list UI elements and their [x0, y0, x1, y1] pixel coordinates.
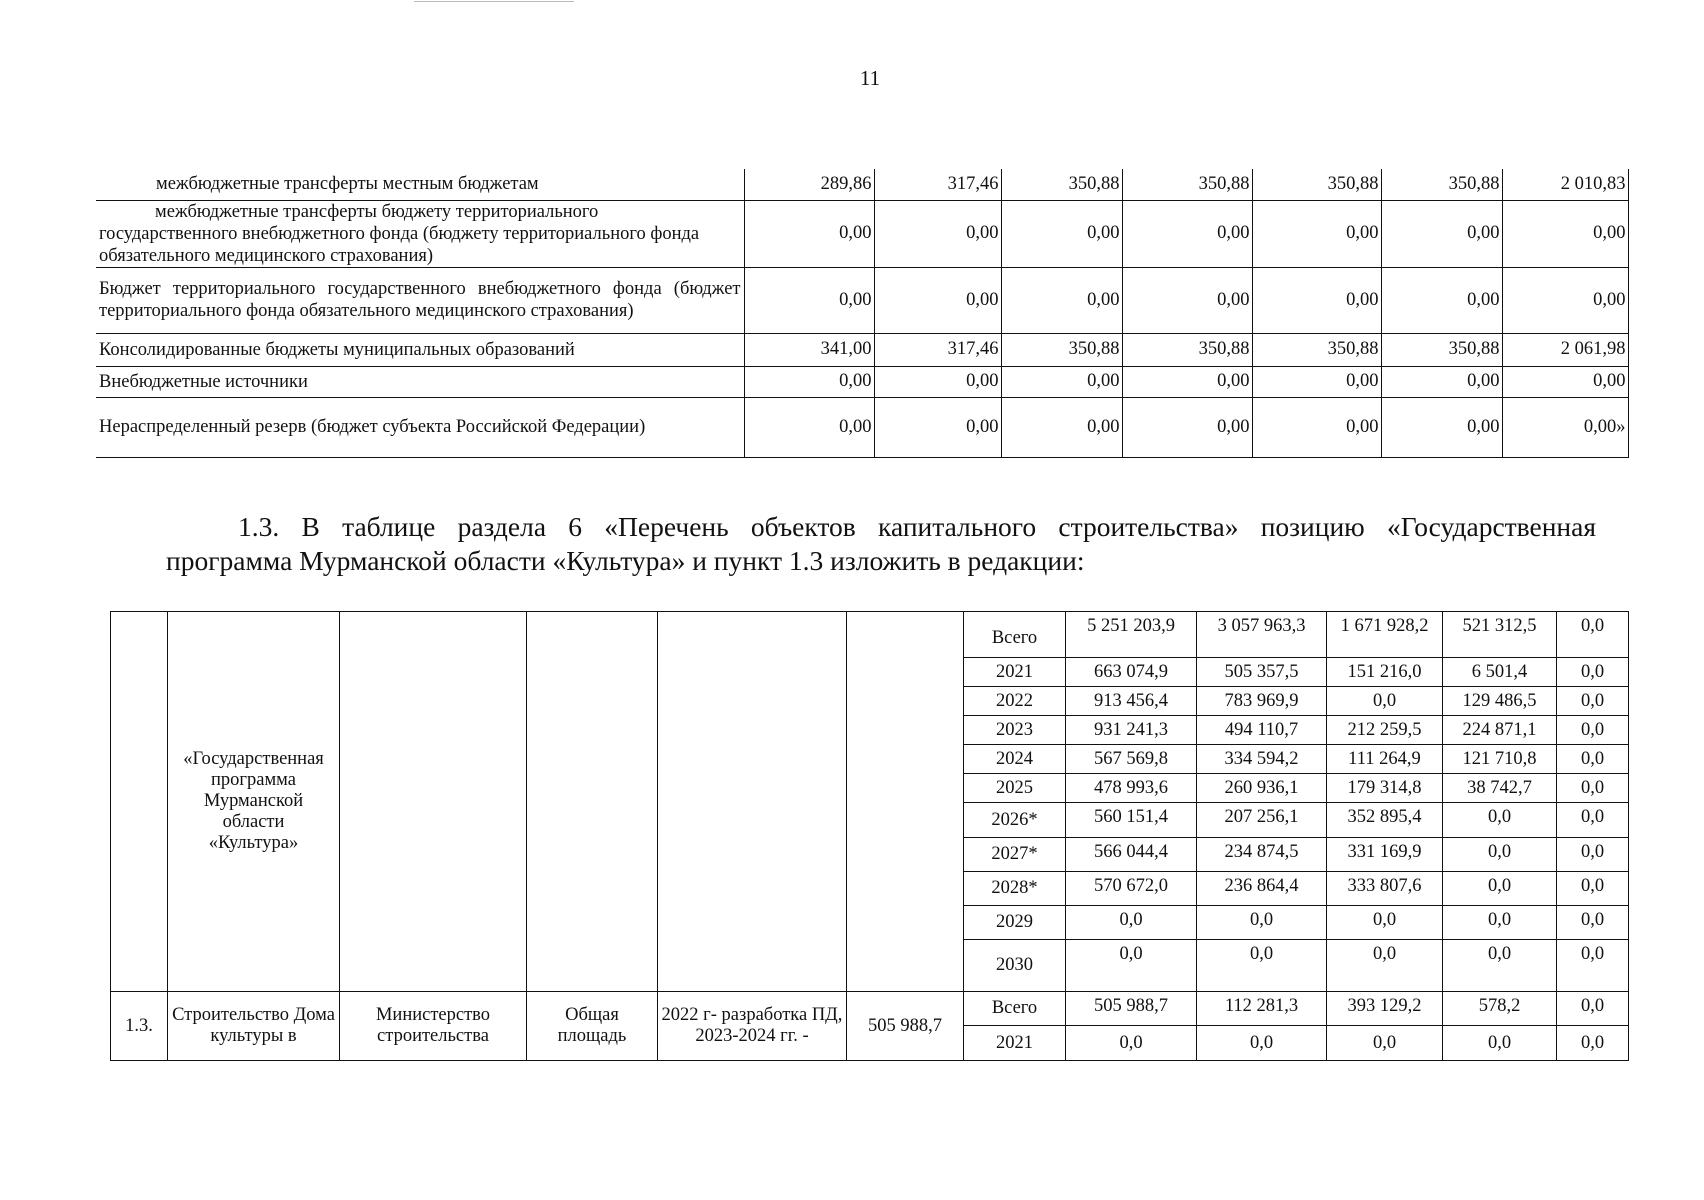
value-cell: 494 110,7 [1197, 716, 1327, 745]
value-cell: 352 895,4 [1327, 803, 1443, 838]
value-cell: 521 312,5 [1443, 612, 1557, 658]
capital-construction-table [110, 611, 1629, 1061]
value-cell: 0,0 [1197, 1026, 1327, 1061]
year-cell: 2026* [964, 803, 1066, 838]
stages: 2022 г- разработка ПД, 2023-2024 гг. - [658, 992, 847, 1061]
year-cell: 2021 [964, 658, 1066, 687]
value-cell: 0,0 [1557, 716, 1629, 745]
value-cell: 350,88 [1381, 169, 1502, 200]
value-cell: 663 074,9 [1066, 658, 1197, 687]
value-cell: 0,00 [1502, 366, 1628, 397]
value-cell: 0,00 [1502, 200, 1628, 267]
value-cell: 578,2 [1443, 992, 1557, 1026]
empty-cell [658, 612, 847, 992]
value-cell: 0,00 [1252, 397, 1381, 457]
value-cell: 560 151,4 [1066, 803, 1197, 838]
value-cell: 2 061,98 [1502, 333, 1628, 366]
year-cell: 2021 [964, 1026, 1066, 1061]
object-name: Строительство Дома культуры в [168, 992, 340, 1061]
value-cell: 0,00 [1381, 200, 1502, 267]
value-cell: 0,00 [1252, 366, 1381, 397]
table-row [96, 333, 1628, 366]
row-label: Консолидированные бюджеты муниципальных образований [96, 333, 744, 366]
responsible-ministry: Министерство строительства [340, 992, 527, 1061]
value-cell: 260 936,1 [1197, 774, 1327, 803]
value-cell: 112 281,3 [1197, 992, 1327, 1026]
value-cell: 0,00 [1381, 397, 1502, 457]
value-cell: 0,00 [874, 366, 1001, 397]
year-cell: 2030 [964, 940, 1066, 992]
value-cell: 0,0 [1327, 687, 1443, 716]
value-cell: 0,00» [1502, 397, 1628, 457]
value-cell: 0,00 [744, 397, 874, 457]
value-cell: 0,0 [1557, 745, 1629, 774]
value-cell: 0,0 [1443, 1026, 1557, 1061]
value-cell: 0,0 [1066, 1026, 1197, 1061]
value-cell: 0,00 [1381, 366, 1502, 397]
value-cell: 0,00 [1122, 397, 1252, 457]
value-cell: 3 057 963,3 [1197, 612, 1327, 658]
value-cell: 0,0 [1197, 906, 1327, 940]
value-cell: 505 988,7 [1066, 992, 1197, 1026]
value-cell: 0,0 [1443, 906, 1557, 940]
empty-number-cell [111, 612, 168, 992]
program-name: «Государственная программа Мурманской области «Культура» [168, 612, 340, 992]
value-cell: 0,0 [1443, 838, 1557, 872]
value-cell: 350,88 [1001, 169, 1122, 200]
value-cell: 341,00 [744, 333, 874, 366]
value-cell: 0,0 [1557, 906, 1629, 940]
empty-cell [527, 612, 658, 992]
table-row [111, 992, 1629, 1026]
row-label: межбюджетные трансферты местным бюджетам [96, 169, 744, 200]
value-cell: 0,00 [874, 267, 1001, 333]
value-cell: 121 710,8 [1443, 745, 1557, 774]
value-cell: 0,00 [1001, 200, 1122, 267]
value-cell: 0,0 [1557, 1026, 1629, 1061]
year-cell: 2024 [964, 745, 1066, 774]
year-cell: 2029 [964, 906, 1066, 940]
year-cell: 2028* [964, 872, 1066, 906]
amendment-paragraph [166, 510, 1596, 578]
estimated-cost: 505 988,7 [847, 992, 964, 1061]
paragraph-line-1: 1.3. В таблице раздела 6 «Перечень объектов капитального строительства» позицию «Государственная [238, 511, 1596, 542]
value-cell: 334 594,2 [1197, 745, 1327, 774]
value-cell: 0,00 [1502, 267, 1628, 333]
value-cell: 0,0 [1197, 940, 1327, 992]
value-cell: 931 241,3 [1066, 716, 1197, 745]
value-cell: 0,0 [1557, 838, 1629, 872]
table-row [96, 200, 1628, 267]
value-cell: 2 010,83 [1502, 169, 1628, 200]
value-cell: 566 044,4 [1066, 838, 1197, 872]
value-cell: 111 264,9 [1327, 745, 1443, 774]
value-cell: 0,0 [1557, 612, 1629, 658]
value-cell: 234 874,5 [1197, 838, 1327, 872]
value-cell: 0,00 [874, 200, 1001, 267]
value-cell: 333 807,6 [1327, 872, 1443, 906]
value-cell: 350,88 [1122, 333, 1252, 366]
value-cell: 38 742,7 [1443, 774, 1557, 803]
value-cell: 0,0 [1557, 658, 1629, 687]
value-cell: 0,00 [744, 200, 874, 267]
value-cell: 350,88 [1252, 333, 1381, 366]
capacity: Общая площадь [527, 992, 658, 1061]
row-label: межбюджетные трансферты бюджету территориального государственного внебюджетного фонда (бюджету территориального фонда обязательного медицинского страхования) [96, 200, 744, 267]
empty-cell [847, 612, 964, 992]
value-cell: 224 871,1 [1443, 716, 1557, 745]
table-row [96, 366, 1628, 397]
value-cell: 5 251 203,9 [1066, 612, 1197, 658]
value-cell: 331 169,9 [1327, 838, 1443, 872]
value-cell: 0,0 [1443, 940, 1557, 992]
value-cell: 0,0 [1557, 774, 1629, 803]
value-cell: 393 129,2 [1327, 992, 1443, 1026]
row-label: Нераспределенный резерв (бюджет субъекта Российской Федерации) [96, 397, 744, 457]
value-cell: 0,0 [1066, 940, 1197, 992]
value-cell: 350,88 [1252, 169, 1381, 200]
table-row [96, 397, 1628, 457]
value-cell: 317,46 [874, 169, 1001, 200]
row-label: Внебюджетные источники [96, 366, 744, 397]
value-cell: 0,0 [1327, 940, 1443, 992]
value-cell: 0,0 [1557, 940, 1629, 992]
value-cell: 0,00 [1122, 267, 1252, 333]
value-cell: 0,0 [1066, 906, 1197, 940]
value-cell: 0,0 [1557, 872, 1629, 906]
page-number: 11 [859, 66, 881, 90]
value-cell: 289,86 [744, 169, 874, 200]
value-cell: 567 569,8 [1066, 745, 1197, 774]
value-cell: 0,00 [1252, 267, 1381, 333]
value-cell: 236 864,4 [1197, 872, 1327, 906]
value-cell: 0,00 [1122, 366, 1252, 397]
empty-cell [340, 612, 527, 992]
value-cell: 783 969,9 [1197, 687, 1327, 716]
paragraph-line-2: программа Мурманской области «Культура» и пункт 1.3 изложить в редакции: [166, 545, 1085, 576]
year-cell: 2027* [964, 838, 1066, 872]
value-cell: 478 993,6 [1066, 774, 1197, 803]
year-cell: Всего [964, 612, 1066, 658]
item-number: 1.3. [111, 992, 168, 1061]
table-row [111, 612, 1629, 658]
value-cell: 913 456,4 [1066, 687, 1197, 716]
value-cell: 0,00 [1122, 200, 1252, 267]
value-cell: 179 314,8 [1327, 774, 1443, 803]
top-rule [414, 1, 574, 2]
value-cell: 317,46 [874, 333, 1001, 366]
value-cell: 6 501,4 [1443, 658, 1557, 687]
year-cell: 2025 [964, 774, 1066, 803]
value-cell: 0,0 [1327, 906, 1443, 940]
value-cell: 0,00 [744, 267, 874, 333]
value-cell: 350,88 [1381, 333, 1502, 366]
year-cell: 2022 [964, 687, 1066, 716]
value-cell: 0,0 [1557, 687, 1629, 716]
value-cell: 0,00 [1252, 200, 1381, 267]
value-cell: 570 672,0 [1066, 872, 1197, 906]
value-cell: 0,0 [1557, 803, 1629, 838]
value-cell: 350,88 [1122, 169, 1252, 200]
value-cell: 0,00 [1381, 267, 1502, 333]
table-row [96, 169, 1628, 200]
year-cell: 2023 [964, 716, 1066, 745]
value-cell: 212 259,5 [1327, 716, 1443, 745]
value-cell: 350,88 [1001, 333, 1122, 366]
value-cell: 207 256,1 [1197, 803, 1327, 838]
funding-table [96, 169, 1629, 458]
value-cell: 0,00 [1001, 366, 1122, 397]
value-cell: 0,00 [874, 397, 1001, 457]
year-cell: Всего [964, 992, 1066, 1026]
value-cell: 0,00 [1001, 267, 1122, 333]
value-cell: 0,0 [1443, 872, 1557, 906]
value-cell: 0,00 [744, 366, 874, 397]
value-cell: 0,0 [1557, 992, 1629, 1026]
table-row [96, 267, 1628, 333]
value-cell: 0,0 [1443, 803, 1557, 838]
value-cell: 0,0 [1327, 1026, 1443, 1061]
row-label: Бюджет территориального государственного внебюджетного фонда (бюджет территориального фонда обязательного медицинского страхования) [96, 267, 744, 333]
value-cell: 129 486,5 [1443, 687, 1557, 716]
value-cell: 151 216,0 [1327, 658, 1443, 687]
value-cell: 0,00 [1001, 397, 1122, 457]
value-cell: 505 357,5 [1197, 658, 1327, 687]
value-cell: 1 671 928,2 [1327, 612, 1443, 658]
